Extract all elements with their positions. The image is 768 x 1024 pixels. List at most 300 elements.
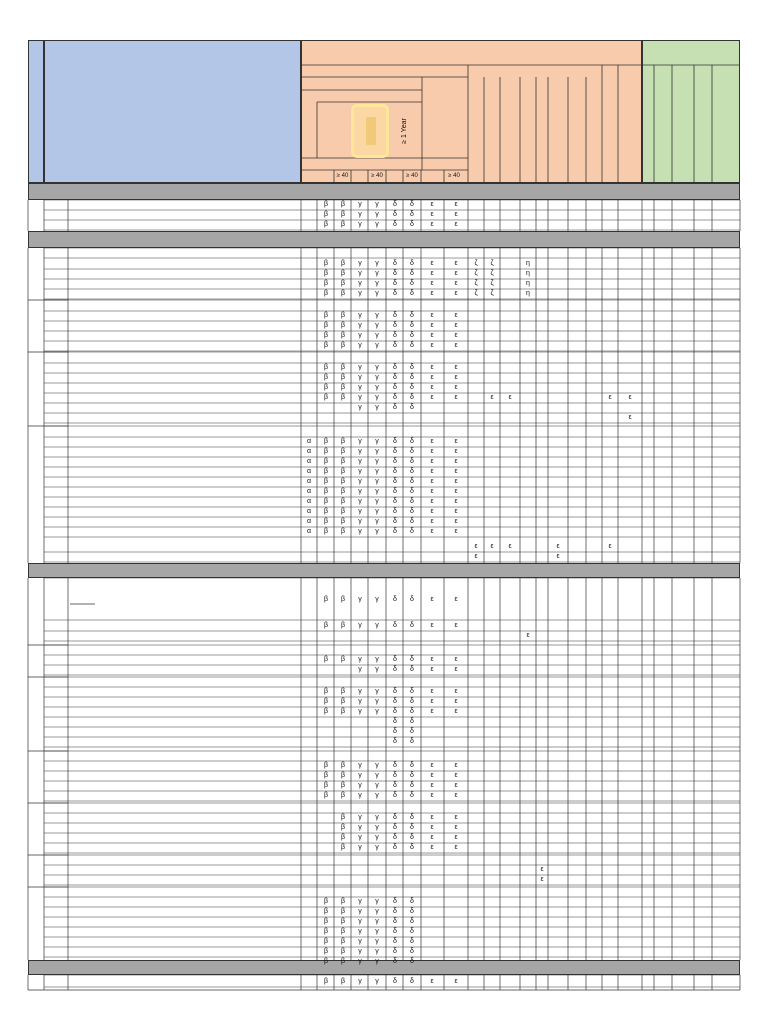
table-cell: δ	[393, 844, 397, 851]
table-cell: ε	[526, 632, 530, 639]
table-cell: γ	[375, 468, 379, 475]
table-cell: δ	[410, 448, 414, 455]
table-cell: ε	[430, 772, 434, 779]
table-cell: ε	[454, 374, 458, 381]
table-cell: γ	[375, 221, 379, 228]
table-cell: β	[323, 978, 329, 985]
table-cell: ε	[430, 364, 434, 371]
table-cell: α	[306, 528, 312, 535]
table-cell: ε	[540, 866, 544, 873]
table-cell: ε	[454, 384, 458, 391]
table-cell: γ	[375, 814, 379, 821]
table-cell: β	[323, 342, 329, 349]
table-cell: γ	[375, 280, 379, 287]
table-cell: γ	[375, 458, 379, 465]
table-row	[0, 311, 768, 321]
table-cell: γ	[375, 438, 379, 445]
table-cell: β	[340, 792, 346, 799]
table-cell: δ	[393, 201, 397, 208]
table-cell: δ	[393, 666, 397, 673]
table-row	[0, 621, 768, 631]
table-cell: β	[323, 364, 329, 371]
table-cell: β	[340, 518, 346, 525]
table-cell: δ	[393, 814, 397, 821]
table-cell: δ	[393, 342, 397, 349]
table-row	[0, 833, 768, 843]
table-cell: β	[340, 782, 346, 789]
table-cell: δ	[410, 498, 414, 505]
table-cell: δ	[410, 772, 414, 779]
table-cell: γ	[375, 270, 379, 277]
table-cell: ε	[430, 211, 434, 218]
table-cell: γ	[358, 488, 362, 495]
table-cell: γ	[358, 948, 362, 955]
table-cell: β	[323, 898, 329, 905]
table-row	[0, 437, 768, 447]
table-cell: γ	[358, 844, 362, 851]
table-row	[0, 447, 768, 457]
table-cell: δ	[410, 738, 414, 745]
table-cell: γ	[358, 394, 362, 401]
table-cell: β	[323, 762, 329, 769]
table-row	[0, 687, 768, 697]
table-cell: α	[306, 448, 312, 455]
table-row	[0, 403, 768, 413]
table-cell: γ	[375, 688, 379, 695]
table-cell: δ	[410, 978, 414, 985]
table-cell: β	[323, 201, 329, 208]
table-cell: ε	[454, 498, 458, 505]
table-cell: δ	[393, 918, 397, 925]
table-cell: β	[323, 958, 329, 965]
table-cell: γ	[358, 518, 362, 525]
table-cell: ε	[430, 814, 434, 821]
table-row	[0, 289, 768, 299]
table-cell: β	[323, 708, 329, 715]
table-row	[0, 200, 768, 210]
age-col-3: ≥ 40	[406, 173, 418, 179]
table-cell: δ	[410, 508, 414, 515]
table-row	[0, 875, 768, 885]
table-cell: ε	[430, 312, 434, 319]
table-cell: ε	[454, 688, 458, 695]
table-cell: β	[323, 596, 329, 603]
table-row	[0, 331, 768, 341]
table-cell: η	[526, 280, 530, 287]
table-cell: γ	[375, 782, 379, 789]
table-cell: δ	[410, 762, 414, 769]
table-cell: δ	[393, 458, 397, 465]
table-cell: β	[323, 374, 329, 381]
table-cell: ε	[430, 792, 434, 799]
table-cell: δ	[393, 468, 397, 475]
table-cell: γ	[358, 342, 362, 349]
table-row	[0, 467, 768, 477]
table-cell: ε	[430, 332, 434, 339]
table-cell: ζ	[474, 280, 478, 287]
table-cell: γ	[358, 270, 362, 277]
table-row	[0, 771, 768, 781]
table-cell: γ	[375, 478, 379, 485]
table-cell: ε	[454, 698, 458, 705]
table-row	[0, 843, 768, 853]
table-cell: γ	[358, 211, 362, 218]
table-cell: ε	[454, 844, 458, 851]
table-cell: β	[340, 938, 346, 945]
table-cell: γ	[375, 918, 379, 925]
table-cell: δ	[393, 908, 397, 915]
table-cell: δ	[393, 782, 397, 789]
table-cell: β	[323, 384, 329, 391]
table-cell: δ	[410, 280, 414, 287]
table-cell: α	[306, 438, 312, 445]
table-row	[0, 781, 768, 791]
table-cell: γ	[358, 772, 362, 779]
table-cell: α	[306, 468, 312, 475]
table-cell: β	[340, 898, 346, 905]
table-cell: δ	[393, 364, 397, 371]
table-cell: β	[340, 384, 346, 391]
table-cell: γ	[375, 374, 379, 381]
table-row	[0, 393, 768, 403]
table-cell: ε	[430, 384, 434, 391]
table-cell: ε	[430, 448, 434, 455]
table-cell: δ	[410, 488, 414, 495]
table-cell: δ	[393, 290, 397, 297]
table-row	[0, 527, 768, 537]
table-cell: ε	[454, 394, 458, 401]
table-cell: β	[340, 342, 346, 349]
table-cell: γ	[358, 448, 362, 455]
table-cell: ε	[454, 782, 458, 789]
table-cell: γ	[375, 394, 379, 401]
table-cell: ε	[454, 438, 458, 445]
table-cell: β	[340, 221, 346, 228]
table-cell: α	[306, 478, 312, 485]
table-row	[0, 595, 768, 605]
table-cell: ε	[454, 458, 458, 465]
table-cell: δ	[410, 342, 414, 349]
table-cell: δ	[393, 948, 397, 955]
table-cell: γ	[375, 772, 379, 779]
table-cell: δ	[410, 201, 414, 208]
table-cell: β	[323, 948, 329, 955]
table-cell: γ	[358, 824, 362, 831]
table-cell: β	[340, 211, 346, 218]
table-cell: γ	[375, 518, 379, 525]
table-row	[0, 517, 768, 527]
table-cell: ε	[454, 596, 458, 603]
table-cell: ε	[430, 342, 434, 349]
table-cell: δ	[410, 908, 414, 915]
table-cell: δ	[393, 438, 397, 445]
table-cell: δ	[410, 656, 414, 663]
table-cell: γ	[375, 312, 379, 319]
table-cell: ε	[454, 211, 458, 218]
table-cell: ε	[608, 394, 612, 401]
table-cell: β	[340, 498, 346, 505]
table-cell: β	[323, 478, 329, 485]
table-cell: ε	[430, 834, 434, 841]
table-cell: δ	[393, 322, 397, 329]
table-cell: β	[340, 978, 346, 985]
table-cell: γ	[375, 384, 379, 391]
table-cell: β	[323, 280, 329, 287]
table-cell: β	[340, 364, 346, 371]
table-cell: ζ	[490, 260, 494, 267]
table-cell: ε	[430, 762, 434, 769]
table-cell: ε	[430, 322, 434, 329]
table-cell: γ	[358, 656, 362, 663]
table-cell: γ	[358, 698, 362, 705]
table-cell: γ	[358, 792, 362, 799]
table-cell: δ	[410, 332, 414, 339]
table-cell: γ	[358, 280, 362, 287]
table-cell: δ	[410, 844, 414, 851]
age-label: ≥ 1 Year	[401, 118, 408, 144]
table-cell: β	[340, 290, 346, 297]
table-cell: δ	[410, 824, 414, 831]
table-cell: γ	[375, 948, 379, 955]
table-cell: β	[340, 708, 346, 715]
table-row	[0, 210, 768, 220]
table-cell: ε	[454, 772, 458, 779]
table-cell: δ	[393, 834, 397, 841]
table-cell: γ	[375, 698, 379, 705]
table-cell: ε	[430, 666, 434, 673]
table-cell: β	[340, 312, 346, 319]
table-cell: γ	[358, 478, 362, 485]
table-cell: γ	[375, 364, 379, 371]
table-cell: β	[340, 834, 346, 841]
table-cell: δ	[393, 738, 397, 745]
table-cell: γ	[358, 814, 362, 821]
table-cell: β	[323, 468, 329, 475]
table-cell: β	[323, 528, 329, 535]
table-cell: δ	[393, 928, 397, 935]
table-cell: η	[526, 290, 530, 297]
table-cell: β	[340, 528, 346, 535]
table-cell: δ	[410, 688, 414, 695]
table-cell: γ	[358, 908, 362, 915]
table-cell: ε	[556, 543, 560, 550]
table-cell: δ	[410, 666, 414, 673]
table-cell: ε	[490, 543, 494, 550]
table-cell: ε	[430, 688, 434, 695]
table-cell: ε	[454, 322, 458, 329]
table-row	[0, 727, 768, 737]
table-cell: γ	[358, 312, 362, 319]
table-cell: ε	[454, 814, 458, 821]
table-cell: ε	[556, 553, 560, 560]
table-cell: γ	[375, 708, 379, 715]
table-cell: δ	[393, 622, 397, 629]
table-cell: δ	[410, 290, 414, 297]
table-cell: β	[323, 312, 329, 319]
table-cell: ε	[454, 332, 458, 339]
table-cell: ε	[454, 656, 458, 663]
table-cell: β	[340, 438, 346, 445]
table-cell: δ	[393, 728, 397, 735]
table-cell: ε	[430, 280, 434, 287]
table-cell: ε	[508, 394, 512, 401]
table-cell: β	[340, 270, 346, 277]
table-cell: ε	[454, 260, 458, 267]
table-cell: β	[323, 772, 329, 779]
table-cell: γ	[358, 364, 362, 371]
table-cell: ε	[454, 201, 458, 208]
table-cell: δ	[393, 938, 397, 945]
table-cell: δ	[393, 374, 397, 381]
table-cell: γ	[375, 322, 379, 329]
table-cell: δ	[410, 468, 414, 475]
table-cell: δ	[410, 364, 414, 371]
table-cell: ε	[430, 824, 434, 831]
table-cell: β	[323, 698, 329, 705]
table-cell: δ	[410, 918, 414, 925]
table-cell: δ	[393, 478, 397, 485]
table-cell: δ	[393, 978, 397, 985]
table-cell: α	[306, 518, 312, 525]
table-cell: β	[340, 622, 346, 629]
table-cell: γ	[358, 762, 362, 769]
table-cell: ε	[454, 468, 458, 475]
table-cell: ε	[454, 528, 458, 535]
table-cell: γ	[375, 622, 379, 629]
table-cell: ζ	[474, 270, 478, 277]
table-row	[0, 717, 768, 727]
table-cell: β	[340, 468, 346, 475]
table-cell: β	[340, 918, 346, 925]
table-cell: β	[323, 448, 329, 455]
table-cell: δ	[410, 270, 414, 277]
table-cell: β	[340, 458, 346, 465]
table-cell: β	[323, 498, 329, 505]
table-cell: β	[323, 908, 329, 915]
table-cell: ε	[454, 342, 458, 349]
table-cell: δ	[393, 448, 397, 455]
table-cell: δ	[393, 280, 397, 287]
table-cell: β	[340, 908, 346, 915]
table-cell: ε	[540, 876, 544, 883]
table-cell: ζ	[474, 260, 478, 267]
table-cell: β	[340, 596, 346, 603]
table-cell: β	[340, 332, 346, 339]
table-cell: ε	[430, 498, 434, 505]
table-cell: ε	[454, 666, 458, 673]
table-cell: γ	[358, 528, 362, 535]
table-cell: γ	[375, 290, 379, 297]
table-cell: δ	[410, 596, 414, 603]
table-cell: β	[323, 918, 329, 925]
table-cell: γ	[358, 374, 362, 381]
table-cell: γ	[375, 824, 379, 831]
table-cell: ε	[430, 528, 434, 535]
table-cell: β	[340, 488, 346, 495]
table-cell: β	[340, 698, 346, 705]
table-cell: ε	[430, 488, 434, 495]
table-cell: γ	[358, 384, 362, 391]
table-cell: δ	[410, 708, 414, 715]
table-cell: α	[306, 458, 312, 465]
table-cell: γ	[375, 448, 379, 455]
table-row	[0, 341, 768, 351]
table-cell: δ	[393, 518, 397, 525]
table-cell: ζ	[490, 270, 494, 277]
table-cell: γ	[358, 290, 362, 297]
table-cell: γ	[358, 622, 362, 629]
table-cell: ε	[430, 374, 434, 381]
table-row	[0, 947, 768, 957]
table-cell: β	[323, 290, 329, 297]
table-row	[0, 865, 768, 875]
table-cell: δ	[393, 596, 397, 603]
table-cell: γ	[375, 596, 379, 603]
table-cell: β	[323, 488, 329, 495]
table-cell: ε	[430, 270, 434, 277]
table-cell: δ	[393, 332, 397, 339]
table-row	[0, 457, 768, 467]
table-cell: β	[340, 201, 346, 208]
table-cell: ε	[474, 543, 478, 550]
table-cell: γ	[375, 834, 379, 841]
table-cell: ε	[430, 394, 434, 401]
table-cell: δ	[393, 688, 397, 695]
table-cell: β	[323, 792, 329, 799]
table-cell: γ	[375, 792, 379, 799]
table-cell: β	[340, 656, 346, 663]
table-row	[0, 697, 768, 707]
table-cell: δ	[410, 958, 414, 965]
table-cell: ε	[430, 978, 434, 985]
table-cell: δ	[393, 772, 397, 779]
table-cell: ε	[454, 834, 458, 841]
table-cell: δ	[393, 656, 397, 663]
table-row	[0, 823, 768, 833]
table-cell: ε	[430, 708, 434, 715]
table-cell: ε	[430, 478, 434, 485]
table-cell: β	[323, 270, 329, 277]
table-cell: γ	[358, 498, 362, 505]
table-cell: γ	[375, 201, 379, 208]
table-row	[0, 383, 768, 393]
table-cell: β	[340, 322, 346, 329]
table-cell: δ	[410, 622, 414, 629]
table-cell: β	[323, 322, 329, 329]
table-cell: β	[323, 458, 329, 465]
table-cell: δ	[393, 528, 397, 535]
table-cell: β	[323, 656, 329, 663]
table-cell: δ	[410, 322, 414, 329]
table-cell: ε	[430, 508, 434, 515]
table-cell: β	[323, 688, 329, 695]
table-cell: ε	[430, 438, 434, 445]
table-cell: δ	[393, 221, 397, 228]
table-cell: ε	[430, 221, 434, 228]
table-cell: γ	[358, 938, 362, 945]
table-cell: ε	[490, 394, 494, 401]
table-cell: δ	[393, 270, 397, 277]
table-cell: δ	[393, 958, 397, 965]
table-cell: ε	[430, 260, 434, 267]
table-cell: ε	[454, 508, 458, 515]
table-cell: δ	[410, 814, 414, 821]
table-cell: γ	[358, 782, 362, 789]
table-cell: γ	[375, 938, 379, 945]
table-cell: δ	[393, 384, 397, 391]
table-cell: δ	[410, 404, 414, 411]
table-cell: α	[306, 508, 312, 515]
